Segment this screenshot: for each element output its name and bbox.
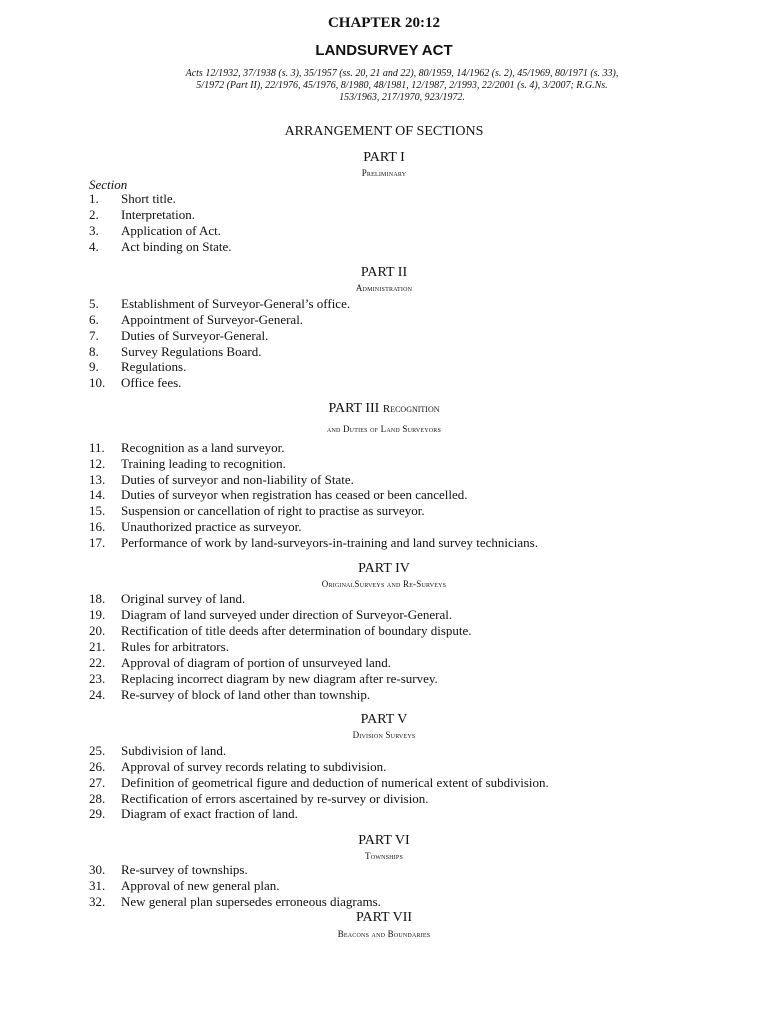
part-heading: PART VI [358, 833, 410, 848]
section-item [89, 191, 176, 207]
section-number: 25. [89, 743, 106, 758]
section-number: 14. [89, 487, 106, 502]
act-title: LANDSURVEY ACT [315, 42, 453, 59]
section-title: Original survey of land. [121, 591, 246, 606]
section-item [89, 623, 472, 639]
section-title: Diagram of land surveyed under direction of Surveyor-General. [121, 607, 453, 622]
part-subtitle: Division Surveys [352, 730, 416, 740]
section-number: 5. [89, 296, 99, 311]
section-item [89, 671, 438, 687]
part-number: PART III [328, 401, 380, 416]
section-item [89, 519, 301, 535]
section-title: Regulations. [121, 359, 187, 374]
part-subtitle: Administration [355, 283, 413, 293]
section-title: Definition of geometrical figure and deduction of numerical extent of subdivision. [121, 775, 549, 790]
section-number: 17. [89, 535, 106, 550]
section-title: Approval of survey records relating to subdivision. [121, 759, 387, 774]
part-subtitle: and Duties of Land Surveyors [326, 424, 442, 434]
section-item [89, 878, 279, 894]
section-number: 15. [89, 503, 106, 518]
part-heading: PART VII [355, 910, 413, 925]
section-number: 26. [89, 759, 106, 774]
section-item [89, 607, 452, 623]
section-title: Training leading to recognition. [121, 456, 286, 471]
part-heading: PART IV [358, 561, 410, 576]
section-item [89, 743, 226, 759]
section-item [89, 472, 354, 488]
part-subtitle: Beacons and Boundaries [337, 929, 431, 939]
section-title: Duties of Surveyor-General. [121, 328, 269, 343]
section-number: 30. [89, 862, 106, 877]
section-number: 28. [89, 791, 106, 806]
section-item [89, 535, 538, 551]
section-item [89, 687, 370, 703]
section-title: Duties of surveyor when registration has ceased or been cancelled. [121, 487, 468, 502]
part-subtitle: OriginalSurveys and Re-Surveys [321, 579, 447, 589]
section-number: 32. [89, 894, 106, 909]
section-item [89, 862, 248, 878]
section-number: 20. [89, 623, 106, 638]
section-item [89, 344, 261, 360]
chapter-number: CHAPTER 20:12 [327, 15, 441, 31]
section-title: Short title. [121, 191, 176, 206]
part-title-start: Recognition [382, 403, 440, 415]
section-item [89, 503, 425, 519]
part-heading: PART I [363, 150, 405, 165]
section-title: Interpretation. [121, 207, 195, 222]
section-item [89, 296, 350, 312]
section-item [89, 806, 298, 822]
section-title: Diagram of exact fraction of land. [121, 806, 298, 821]
acts-line: 5/1972 (Part II), 22/1976, 45/1976, 8/1980, 48/1981, 12/1987, 2/1993, 22/2001 (s. 4), 3/2007; R.G.Ns. [196, 80, 608, 91]
section-number: 18. [89, 591, 106, 606]
section-title: Re-survey of block of land other than township. [121, 687, 371, 702]
section-title: Act binding on State. [121, 239, 232, 254]
section-title: Duties of surveyor and non-liability of State. [121, 472, 354, 487]
section-item [89, 359, 186, 375]
section-item [89, 239, 232, 255]
part-heading [0, 401, 768, 417]
section-item [89, 894, 381, 910]
arrangement-heading: ARRANGEMENT OF SECTIONS [284, 124, 484, 139]
section-number: 2. [89, 207, 99, 222]
section-item [89, 759, 386, 775]
section-item [89, 375, 181, 391]
part-heading: PART V [360, 712, 408, 727]
section-title: Approval of new general plan. [121, 878, 280, 893]
section-item [89, 639, 229, 655]
section-title: Subdivision of land. [121, 743, 227, 758]
section-title: Approval of diagram of portion of unsurveyed land. [121, 655, 392, 670]
section-title: Rules for arbitrators. [121, 639, 229, 654]
section-title: New general plan supersedes erroneous diagrams. [121, 894, 381, 909]
section-number: 27. [89, 775, 106, 790]
section-number: 4. [89, 239, 99, 254]
section-number: 23. [89, 671, 106, 686]
section-number: 29. [89, 806, 106, 821]
section-title: Rectification of title deeds after determination of boundary dispute. [121, 623, 472, 638]
section-number: 21. [89, 639, 106, 654]
section-number: 6. [89, 312, 99, 327]
section-label: Section [89, 177, 128, 192]
acts-line: Acts 12/1932, 37/1938 (s. 3), 35/1957 (ss. 20, 21 and 22), 80/1959, 14/1962 (s. 2), 45/1969, 80/1971 (s. 33), [185, 68, 619, 79]
section-number: 13. [89, 472, 106, 487]
section-title: Appointment of Surveyor-General. [121, 312, 304, 327]
section-title: Establishment of Surveyor-General’s office. [121, 296, 351, 311]
section-title: Office fees. [121, 375, 182, 390]
section-item [89, 456, 286, 472]
section-title: Suspension or cancellation of right to practise as surveyor. [121, 503, 425, 518]
section-number: 7. [89, 328, 99, 343]
section-item [89, 328, 268, 344]
section-number: 10. [89, 375, 106, 390]
section-item [89, 207, 195, 223]
section-item [89, 775, 549, 791]
acts-line: 153/1963, 217/1970, 923/1972. [339, 92, 465, 103]
section-number: 11. [89, 440, 105, 455]
section-item [89, 655, 391, 671]
section-title: Survey Regulations Board. [121, 344, 262, 359]
section-item [89, 223, 221, 239]
section-number: 19. [89, 607, 106, 622]
section-title: Unauthorized practice as surveyor. [121, 519, 302, 534]
section-item [89, 791, 429, 807]
section-item [89, 440, 285, 456]
section-item [89, 591, 245, 607]
section-title: Replacing incorrect diagram by new diagram after re-survey. [121, 671, 438, 686]
section-number: 31. [89, 878, 106, 893]
section-number: 16. [89, 519, 106, 534]
section-title: Application of Act. [121, 223, 222, 238]
section-number: 22. [89, 655, 106, 670]
part-subtitle: Townships [365, 851, 403, 861]
part-heading: PART II [360, 265, 408, 280]
section-title: Performance of work by land-surveyors-in-training and land survey technicians. [121, 535, 538, 550]
section-number: 3. [89, 223, 99, 238]
section-item [89, 312, 303, 328]
section-number: 24. [89, 687, 106, 702]
part-subtitle: Preliminary [361, 168, 407, 178]
section-item [89, 487, 468, 503]
section-number: 9. [89, 359, 99, 374]
section-title: Recognition as a land surveyor. [121, 440, 285, 455]
section-title: Re-survey of townships. [121, 862, 248, 877]
section-number: 12. [89, 456, 106, 471]
section-number: 8. [89, 344, 99, 359]
acts-citation [170, 68, 634, 104]
section-number: 1. [89, 191, 99, 206]
section-title: Rectification of errors ascertained by re-survey or division. [121, 791, 429, 806]
